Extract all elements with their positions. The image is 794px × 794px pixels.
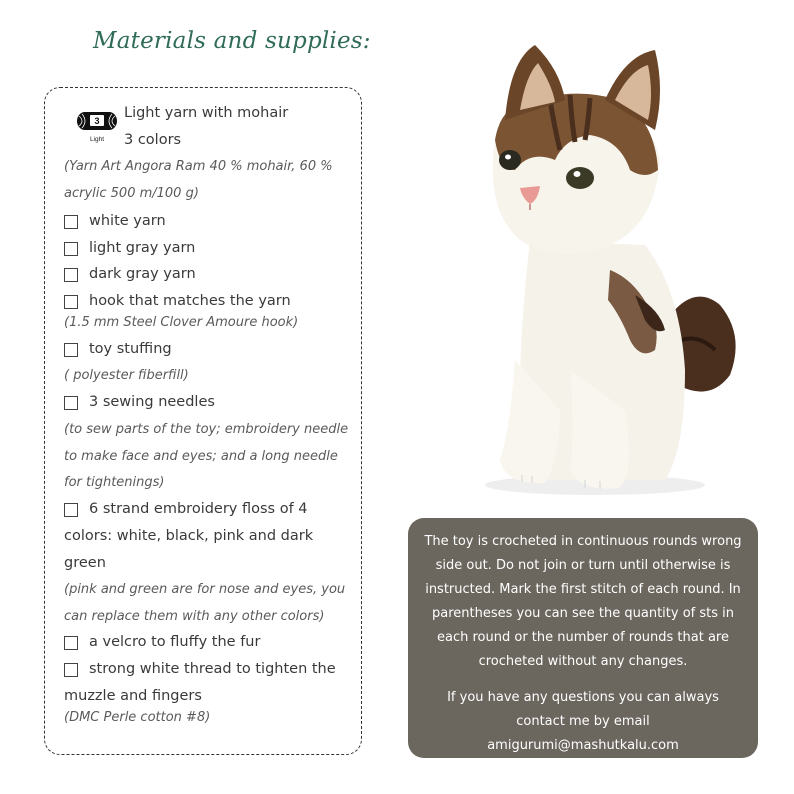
checkbox-stuffing[interactable] [64, 343, 78, 357]
checkbox-dark-gray-yarn[interactable] [64, 268, 78, 282]
yarn-weight-icon [76, 108, 118, 144]
stuffing-note: ( polyester fiberfill) [64, 368, 189, 383]
item-thread1: strong white thread to tighten the [89, 661, 336, 677]
checkbox-needles[interactable] [64, 396, 78, 410]
yarn-line2: 3 colors [124, 132, 182, 148]
floss-note2: can replace them with any other colors) [64, 609, 325, 624]
item-floss3: green [64, 555, 106, 571]
instructions-paragraph: The toy is crocheted in continuous rounds wrong side out. Do not join or turn until otherwise is instructed. Mark the first stitch of each round. In parentheses you can see the quantity of sts in each round or the number of rounds that are crocheted without any changes. [424, 534, 742, 669]
needles-note3: for tightenings) [64, 475, 165, 490]
floss-note1: (pink and green are for nose and eyes, you [64, 582, 346, 597]
yarn-line1: Light yarn with mohair [124, 105, 289, 121]
needles-note2: to make face and eyes; and a long needle [64, 449, 338, 464]
yarn-note1: (Yarn Art Angora Ram 40 % mohair, 60 % [64, 159, 333, 174]
checkbox-light-gray-yarn[interactable] [64, 242, 78, 256]
yarn-weight-label: Light [89, 136, 105, 143]
item-dark-gray-yarn: dark gray yarn [89, 266, 196, 282]
instructions-panel [408, 518, 758, 758]
checkbox-velcro[interactable] [64, 636, 78, 650]
item-hook: hook that matches the yarn [89, 293, 291, 309]
item-floss1: 6 strand embroidery floss of 4 [89, 501, 308, 517]
contact-paragraph: If you have any questions you can always contact me by email amigurumi@mashutkalu.com [447, 690, 719, 753]
checkbox-thread[interactable] [64, 663, 78, 677]
yarn-weight-number: 3 [94, 116, 100, 126]
item-thread2: muzzle and fingers [64, 688, 202, 704]
item-velcro: a velcro to fluffy the fur [89, 634, 261, 650]
checkbox-floss[interactable] [64, 503, 78, 517]
item-needles: 3 sewing needles [89, 394, 215, 410]
item-white-yarn: white yarn [89, 213, 166, 229]
item-stuffing: toy stuffing [89, 341, 172, 357]
needles-note1: (to sew parts of the toy; embroidery needle [64, 422, 349, 437]
item-light-gray-yarn: light gray yarn [89, 240, 196, 256]
page-title: Materials and supplies: [93, 28, 371, 54]
crochet-cat-photo [460, 30, 760, 500]
yarn-note2: acrylic 500 m/100 g) [64, 186, 199, 201]
item-floss2: colors: white, black, pink and dark [64, 528, 314, 544]
checkbox-white-yarn[interactable] [64, 215, 78, 229]
hook-note: (1.5 mm Steel Clover Amoure hook) [64, 315, 299, 330]
checkbox-hook[interactable] [64, 295, 78, 309]
thread-note: (DMC Perle cotton #8) [64, 710, 211, 725]
